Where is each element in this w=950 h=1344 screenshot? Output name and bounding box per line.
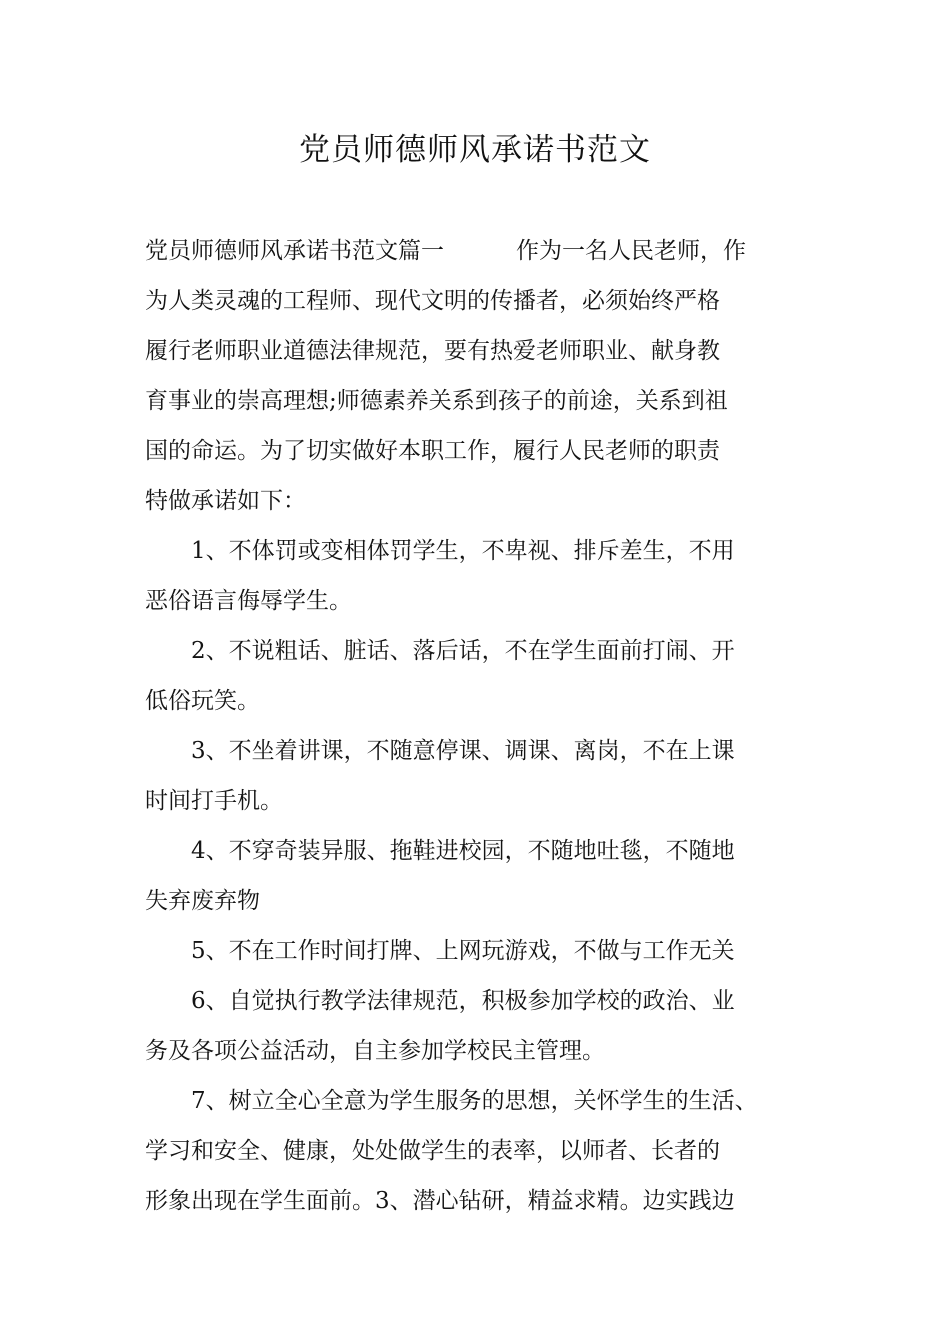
commitment-item-4-cont: 失弃废弃物 — [145, 888, 260, 914]
commitment-item-5: 5、不在工作时间打牌、上网玩游戏，不做与工作无关 — [191, 938, 735, 964]
commitment-item-6: 6、自觉执行教学法律规范，积极参加学校的政治、业 — [191, 988, 735, 1014]
commitment-item-1-cont: 恶俗语言侮辱学生。 — [145, 588, 352, 614]
commitment-item-3-cont: 时间打手机。 — [145, 788, 283, 814]
commitment-item-1: 1、不体罚或变相体罚学生，不卑视、排斥差生，不用 — [191, 538, 735, 564]
document-title: 党员师德师风承诺书范文 — [299, 132, 651, 168]
intro-first-line-tail: 作为一名人民老师，作 — [516, 238, 746, 264]
intro-line: 育事业的崇高理想;师德素养关系到孩子的前途，关系到祖 — [145, 388, 728, 414]
commitment-item-2-cont: 低俗玩笑。 — [145, 688, 260, 714]
commitment-item-7-cont: 学习和安全、健康，处处做学生的表率，以师者、长者的 — [145, 1138, 720, 1164]
commitment-item-3: 3、不坐着讲课，不随意停课、调课、离岗，不在上课 — [191, 738, 735, 764]
intro-line: 为人类灵魂的工程师、现代文明的传播者，必须始终严格 — [145, 288, 720, 314]
intro-heading: 党员师德师风承诺书范文篇一 — [145, 238, 444, 264]
intro-line: 履行老师职业道德法律规范，要有热爱老师职业、献身教 — [145, 338, 720, 364]
intro-line: 国的命运。为了切实做好本职工作，履行人民老师的职责 — [145, 438, 720, 464]
commitment-item-7: 7、树立全心全意为学生服务的思想，关怀学生的生活、 — [191, 1088, 758, 1114]
commitment-item-6-cont: 务及各项公益活动，自主参加学校民主管理。 — [145, 1038, 605, 1064]
intro-line-1 — [145, 226, 835, 276]
commitment-item-7-cont: 形象出现在学生面前。3、潜心钻研，精益求精。边实践边 — [145, 1188, 735, 1214]
commitment-item-4: 4、不穿奇装异服、拖鞋进校园，不随地吐毯，不随地 — [191, 838, 735, 864]
document-body — [145, 226, 835, 1226]
intro-line: 特做承诺如下： — [145, 488, 306, 514]
commitment-item-2: 2、不说粗话、脏话、落后话，不在学生面前打闹、开 — [191, 638, 735, 664]
